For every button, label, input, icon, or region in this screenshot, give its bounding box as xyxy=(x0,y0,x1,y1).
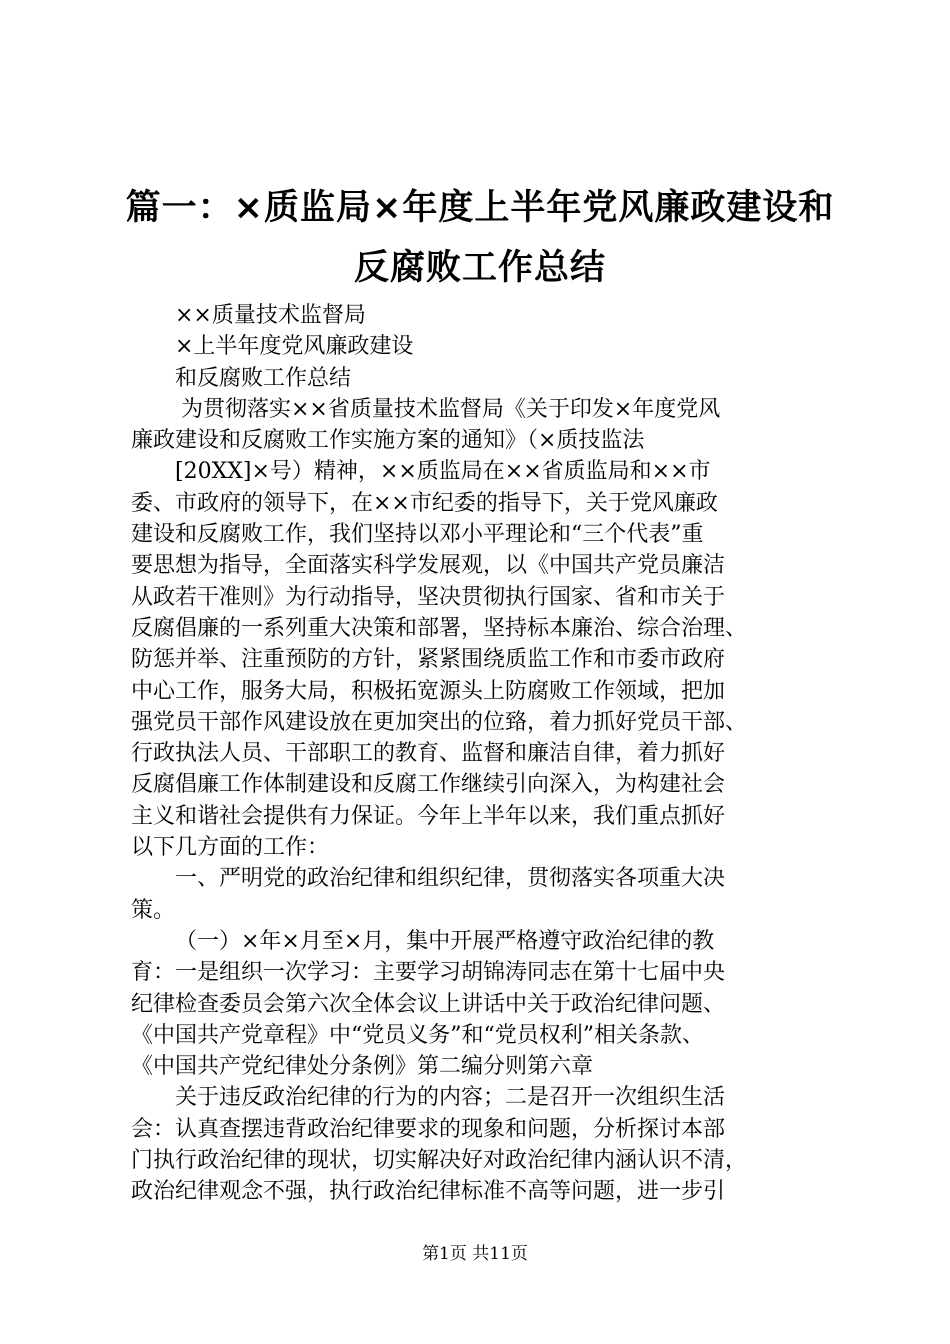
body-line: 门执行政治纪律的现状，切实解决好对政治纪律内涵认识不清， xyxy=(131,1148,748,1174)
body-line: ×上半年度党风廉政建设 xyxy=(175,334,414,360)
body-line: 和反腐败工作总结 xyxy=(175,365,352,391)
body-line: 一、严明党的政治纪律和组织纪律，贯彻落实各项重大决 xyxy=(175,866,726,892)
body-line: 廉政建设和反腐败工作实施方案的通知》（×质技监法 xyxy=(131,428,645,454)
body-line: 纪律检查委员会第六次全体会议上讲话中关于政治纪律问题、 xyxy=(131,991,726,1017)
document-title-line-2: 反腐败工作总结 xyxy=(353,248,606,288)
page-number-footer: 第1页 共11页 xyxy=(422,1244,528,1264)
body-line: 行政执法人员、干部职工的教育、监督和廉洁自律，着力抓好 xyxy=(131,741,726,767)
body-line: 策。 xyxy=(131,897,176,923)
body-line: 政治纪律观念不强，执行政治纪律标准不高等问题，进一步引 xyxy=(131,1179,726,1205)
body-line: 《中国共产党纪律处分条例》第二编分则第六章 xyxy=(131,1054,594,1080)
body-line: 防惩并举、注重预防的方针，紧紧围绕质监工作和市委市政府 xyxy=(131,647,726,673)
body-line: 主义和谐社会提供有力保证。今年上半年以来，我们重点抓好 xyxy=(131,803,726,829)
body-line: 从政若干准则》为行动指导，坚决贯彻执行国家、省和市关于 xyxy=(131,584,726,610)
body-line: [20XX]×号）精神，××质监局在××省质监局和××市 xyxy=(175,459,711,485)
body-line: 会：认真查摆违背政治纪律要求的现象和问题，分析探讨本部 xyxy=(131,1116,726,1142)
body-line: 强党员干部作风建设放在更加突出的位臵，着力抓好党员干部、 xyxy=(131,709,748,735)
body-line: 反腐倡廉工作体制建设和反腐工作继续引向深入，为构建社会 xyxy=(131,772,726,798)
body-line: 委、市政府的领导下，在××市纪委的指导下，关于党风廉政 xyxy=(131,490,718,516)
body-line: 中心工作，服务大局，积极拓宽源头上防腐败工作领域，把加 xyxy=(131,678,726,704)
body-line: （一）×年×月至×月，集中开展严格遵守政治纪律的教 xyxy=(175,928,715,954)
body-line: 要思想为指导，全面落实科学发展观，以《中国共产党员廉洁 xyxy=(131,553,726,579)
body-line: 《中国共产党章程》中“党员义务”和“党员权利”相关条款、 xyxy=(131,1022,704,1048)
body-line: 育：一是组织一次学习：主要学习胡锦涛同志在第十七届中央 xyxy=(131,960,726,986)
body-line: 反腐倡廉的一系列重大决策和部署，坚持标本廉治、综合治理、 xyxy=(131,615,748,641)
body-line: ××质量技术监督局 xyxy=(175,303,366,328)
body-line: 为贯彻落实××省质量技术监督局《关于印发×年度党风 xyxy=(181,396,721,422)
body-line: 以下几方面的工作： xyxy=(131,835,330,861)
body-line: 建设和反腐败工作，我们坚持以邓小平理论和“三个代表”重 xyxy=(131,522,704,548)
body-line: 关于违反政治纪律的行为的内容；二是召开一次组织生活 xyxy=(175,1085,726,1111)
document-body xyxy=(131,300,841,1208)
document-title-line-1: 篇一：×质监局×年度上半年党风廉政建设和 xyxy=(125,188,835,228)
